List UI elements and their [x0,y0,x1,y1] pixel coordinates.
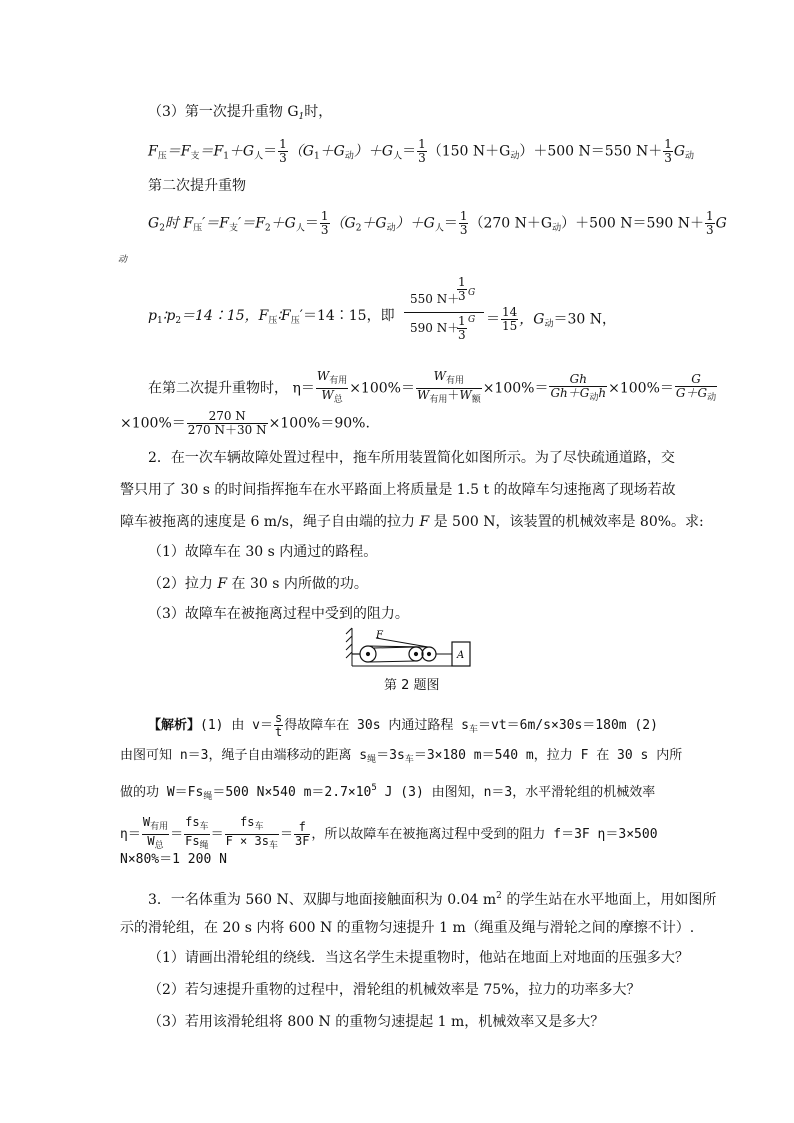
efficiency-result: ×100%＝ $\frac{270 N}{270 N+30 N}$ ×100%＝90%. [120,409,370,437]
sol2-line-3: 做的功 $W=Fs_绳=500$ N×540 $m=2.7\times 10^5$ J (3) 由图知，n＝3，水平滑轮组的机械效率 [120,783,656,802]
wrapped-subscript: 动 [118,255,128,265]
q3-line-2: 示的滑轮组，在 20 s 内将 600 N 的重物匀速提升 1 m（绳重及绳与滑轮之间的摩擦不计）. [120,920,695,936]
q3-sub-3: （3）若用该滑轮组将 800 N 的重物匀速提起 1 m，机械效率又是多大？ [148,1014,605,1030]
q2-line-2: 警只用了 30 s 的时间指挥拖车在水平路面上将质量是 1.5 t 的故障车匀速拖离了现场若故 [120,482,676,498]
q2-line-1: 2．在一次车辆故障处置过程中，拖车所用装置简化如图所示。为了尽快疏通道路，交 [148,450,675,466]
q3-sub-2: （2）若匀速提升重物的过程中，滑轮组的机械效率是 75%，拉力的功率多大？ [148,982,641,998]
sol2-line-1: 【解析】(1) 由 v＝ $\frac{s}{t}$ 得故障车在 30s 内通过路程 $s_车=vt=6m/s\times 30s=180m$ (2) [148,711,658,739]
sol2-line-5: N×80%＝1 200 N [120,852,227,867]
pressure-ratio: $p_1∶p_2=14∶15$，$F_压∶F_压'=14∶15$，即 [148,308,395,326]
big-ratio-fraction: 550 N＋ $\frac{1}{3}$ G 590 N＋ $\frac{1}{3}$ G [404,276,484,349]
force-label: F [376,630,383,641]
equation-second-lift: $G_2$时 $F_压'=F_支'=F_2+G_人=$ $\frac{1}{3}$ $(G_2+G_动)+G_人=$ $\frac{1}{3}$ （270 $N+G_动)+500$ N＝590 N＋ $\frac{1}{3}$ G [148,209,727,237]
equation-first-lift: $F_压=F_支=F_1+G_人=$ $\frac{1}{3}$ $(G_1+G_动)+G_人=$ $\frac{1}{3}$ （150 $N+G_动)+500$ N＝550 N＋ $\frac{1}{3}$ $G_动$ [148,137,695,165]
q3-sub-1: （1）请画出滑轮组的绕线．当这名学生未提重物时，他站在地面上对地面的压强多大？ [148,950,689,966]
q2-sub-1: （1）故障车在 30 s 内通过的路程。 [148,544,378,560]
q2-sub-2: （2）拉力 F 在 30 s 内所做的功。 [148,576,368,592]
pulley-diagram [344,626,474,670]
q3-line-1: 3．一名体重为 560 N、双脚与地面接触面积为 0.04 $m^2$ 的学生站在水平地面上，用如图所 [148,891,717,908]
figure-caption: 第 2 题图 [384,678,440,693]
efficiency-derivation: 在第二次提升重物时， η＝ $\frac{W_{有用}}{W_总}$ ×100%＝ $\frac{W_{有用}}{W_{有用}+W_额}$ ×100%＝ $\frac{Gh}{Gh+G_动h}$ ×100%＝ $\frac{G}{G+G_动}$ [148,369,717,405]
part3-intro: （3）第一次提升重物 $G_1$时， [148,104,333,122]
ratio-result: ＝ $\frac{14}{15}$ ，$G_动=30$ N， [486,305,616,333]
sol2-line-2: 由图可知 n＝3，绳子自由端移动的距离 $s_绳=3s_车=3\times 180$ m＝540 m，拉力 F 在 30 s 内所 [120,748,683,765]
q2-line-3: 障车被拖离的速度是 6 m/s，绳子自由端的拉力 F 是 500 N，该装置的机械效率是 80%。求: [120,514,704,530]
fixed-pulley [352,646,376,662]
q2-sub-3: （3）故障车在被拖离过程中受到的阻力。 [148,606,409,622]
second-lift-label: 第二次提升重物 [148,178,246,194]
sol2-line-4: η＝ $\frac{W_{有用}}{W_总}$ ＝ $\frac{fs_车}{Fs_绳}$ ＝ $\frac{fs_车}{F \times 3s_车}$ ＝ $\frac{f}{3F}$ ，所以故障车在被拖离过程中受到的阻力 f＝3F η＝3×500 [120,815,658,851]
car-label: A [457,650,465,661]
movable-pulleys [409,647,436,661]
fraction-one-third: $\frac{1}{3}$ [279,137,287,165]
